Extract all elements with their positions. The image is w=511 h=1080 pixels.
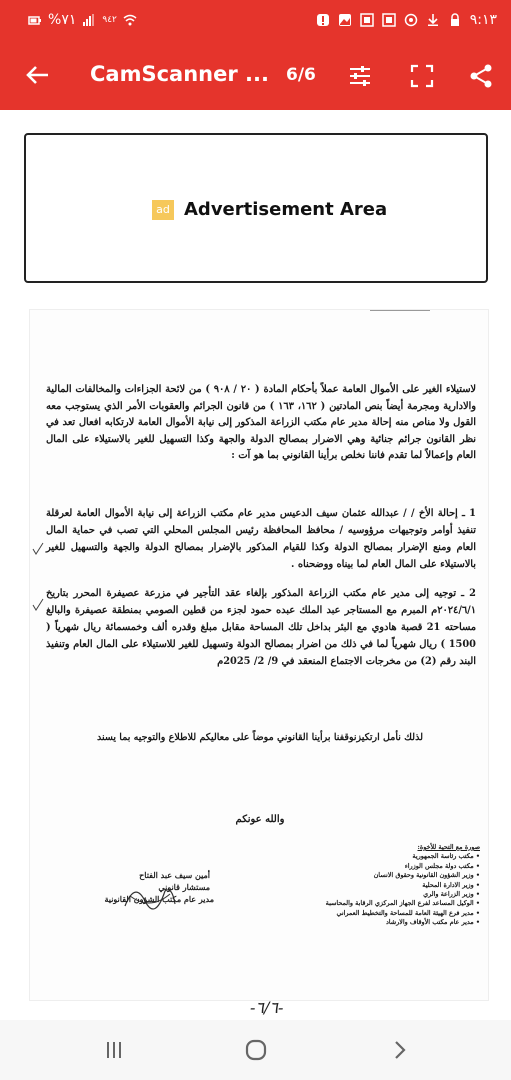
- signature-line-1: أمين سيف عبد الفتاح: [139, 870, 210, 880]
- lock-icon: [448, 13, 462, 27]
- fullscreen-icon[interactable]: [408, 62, 436, 90]
- cc-item: • مدير فرع الهيئة العامة للمساحة والتخطيط العمراني: [336, 908, 480, 917]
- status-right: [316, 12, 497, 28]
- circle-icon: [404, 13, 418, 27]
- back-nav-icon[interactable]: [388, 1038, 412, 1062]
- cc-item: • مكتب دولة مجلس الوزراء: [404, 861, 480, 870]
- status-bar: [0, 0, 511, 40]
- back-arrow-icon[interactable]: [22, 60, 52, 90]
- ad-badge: ad: [152, 200, 174, 220]
- signature-line-2: مستشار قانوني: [158, 882, 210, 892]
- page-top-line: [370, 310, 430, 311]
- page-number-mark: -٦/٦-: [250, 998, 284, 1017]
- battery-icon: [28, 13, 42, 27]
- app-icon-2: [382, 13, 396, 27]
- battery-percent: %٧١: [48, 12, 77, 28]
- check-mark-icon: [32, 598, 44, 612]
- signature-line-3: مدير عام مكتب الشؤون القانونية: [104, 894, 214, 904]
- cc-list: [320, 843, 480, 928]
- gallery-icon: [338, 13, 352, 27]
- navigation-bar: [0, 1020, 511, 1080]
- clock: ٩:١٣: [469, 12, 497, 28]
- regards-line: والله عونكم: [235, 814, 285, 825]
- document-page[interactable]: [30, 310, 488, 1017]
- document-item-1: 1 ـ إحالة الأخ / / عبدالله عثمان سيف الدعيس مدير عام مكتب الزراعة إلى نيابة الأموال العامة لعرقلة تنفيذ أوامر وتوجيهات مرؤوسيه / محافظ المحافظة رئيس المجلس المحلي التي تصب في حماية المال العام ومنع الإضرار بمصالح الدولة وكذا للقيام المذكور بالإضرار بمصالح الدولة والجهة والتسهيل للغير بالاستيلاء على المال العام لما بيناه ووضحناه .: [46, 508, 476, 570]
- status-left: [28, 12, 137, 28]
- advertisement-banner[interactable]: [24, 133, 488, 283]
- document-paragraph: لاستيلاء الغير على الأموال العامة عملاً بأحكام المادة ( ٢٠ / ٩٠٨ ) من لائحة الجزاءات والمخالفات المالية والادارية ومجرمة أيضاً بنص المادتين ( ١٦٢، ١٦٣ ) من قانون الجرائم والعقوبات الأمر الذي يستوجب معه القول ولا مناص منه إحالة مدير عام مكتب الزراعة المذكور إلى نيابة الأموال العامة لارتكابه افعال تعد في نظر القانون جرائم جنائية وهي الاضرار بمصالح الدولة والجهة وكذا التسهيل للغير بالاستيلاء على المال العام وإعمالاً لما تقدم فاننا نخلص برأينا القانوني بما هو آت :: [46, 384, 477, 461]
- cc-title: صورة مع التحية للأخوة:: [417, 843, 480, 851]
- share-icon[interactable]: [467, 62, 495, 90]
- cc-item: • وزير الشؤون القانونية وحقوق الانسان: [373, 871, 480, 880]
- alert-icon: [316, 13, 330, 27]
- cc-item: • وزير الادارة المحلية: [422, 880, 480, 889]
- document-item-2: 2 ـ توجيه إلى مدير عام مكتب الزراعة المذكور بإلغاء عقد التأجير في مزرعة عصيفرة المحرر بتاريخ ٢٠٢٤/٦/١م المبرم مع المستاجر عبد الملك عبده حمود لجزء من قطين الصومي بمنطقة عصيفرة والبالغ مساحته 21 قصبة هادوي مع البئر بداخل تلك المساحة مقابل مبلغ وقدره ألف وخمسمائة ريال شهرياً ( 1500 ) ريال شهرياً لما في ذلك من اضرار بمصالح الدولة وتسهيل للغير للاستيلاء على المال العام وتنفيذ البند رقم (2) من مخرجات الاجتماع المنعقد في 9/ 2/ 2025م: [46, 588, 476, 667]
- wifi-icon: [123, 13, 137, 27]
- recent-apps-icon[interactable]: [102, 1038, 126, 1062]
- page-indicator: 6/6: [286, 65, 316, 85]
- app-icon: [360, 13, 374, 27]
- cc-item: • الوكيل المساعد لفرع الجهاز المركزي الرقابة والمحاسبة: [325, 899, 480, 908]
- adjust-filter-icon[interactable]: [346, 62, 374, 90]
- network-speed: ٩٤٢: [102, 15, 117, 25]
- closing-line: لذلك نأمل ارتكيزنوقفنا برأينا القانوني موضاً على معاليكم للاطلاع والتوجيه بما يسند: [97, 732, 423, 743]
- app-title: CamScanner ...: [90, 62, 269, 86]
- signature-block: [80, 870, 214, 940]
- signal-icon: [82, 13, 96, 27]
- cc-item: • وزير الزراعة والري: [423, 890, 480, 899]
- ad-label: Advertisement Area: [184, 199, 388, 220]
- download-icon: [426, 13, 440, 27]
- app-bar: [0, 40, 511, 110]
- cc-item: • مدير عام مكتب الأوقاف والارشاد: [385, 918, 480, 927]
- check-mark-icon: [32, 542, 44, 556]
- cc-item: • مكتب رئاسة الجمهورية: [412, 852, 480, 861]
- home-icon[interactable]: [244, 1038, 268, 1062]
